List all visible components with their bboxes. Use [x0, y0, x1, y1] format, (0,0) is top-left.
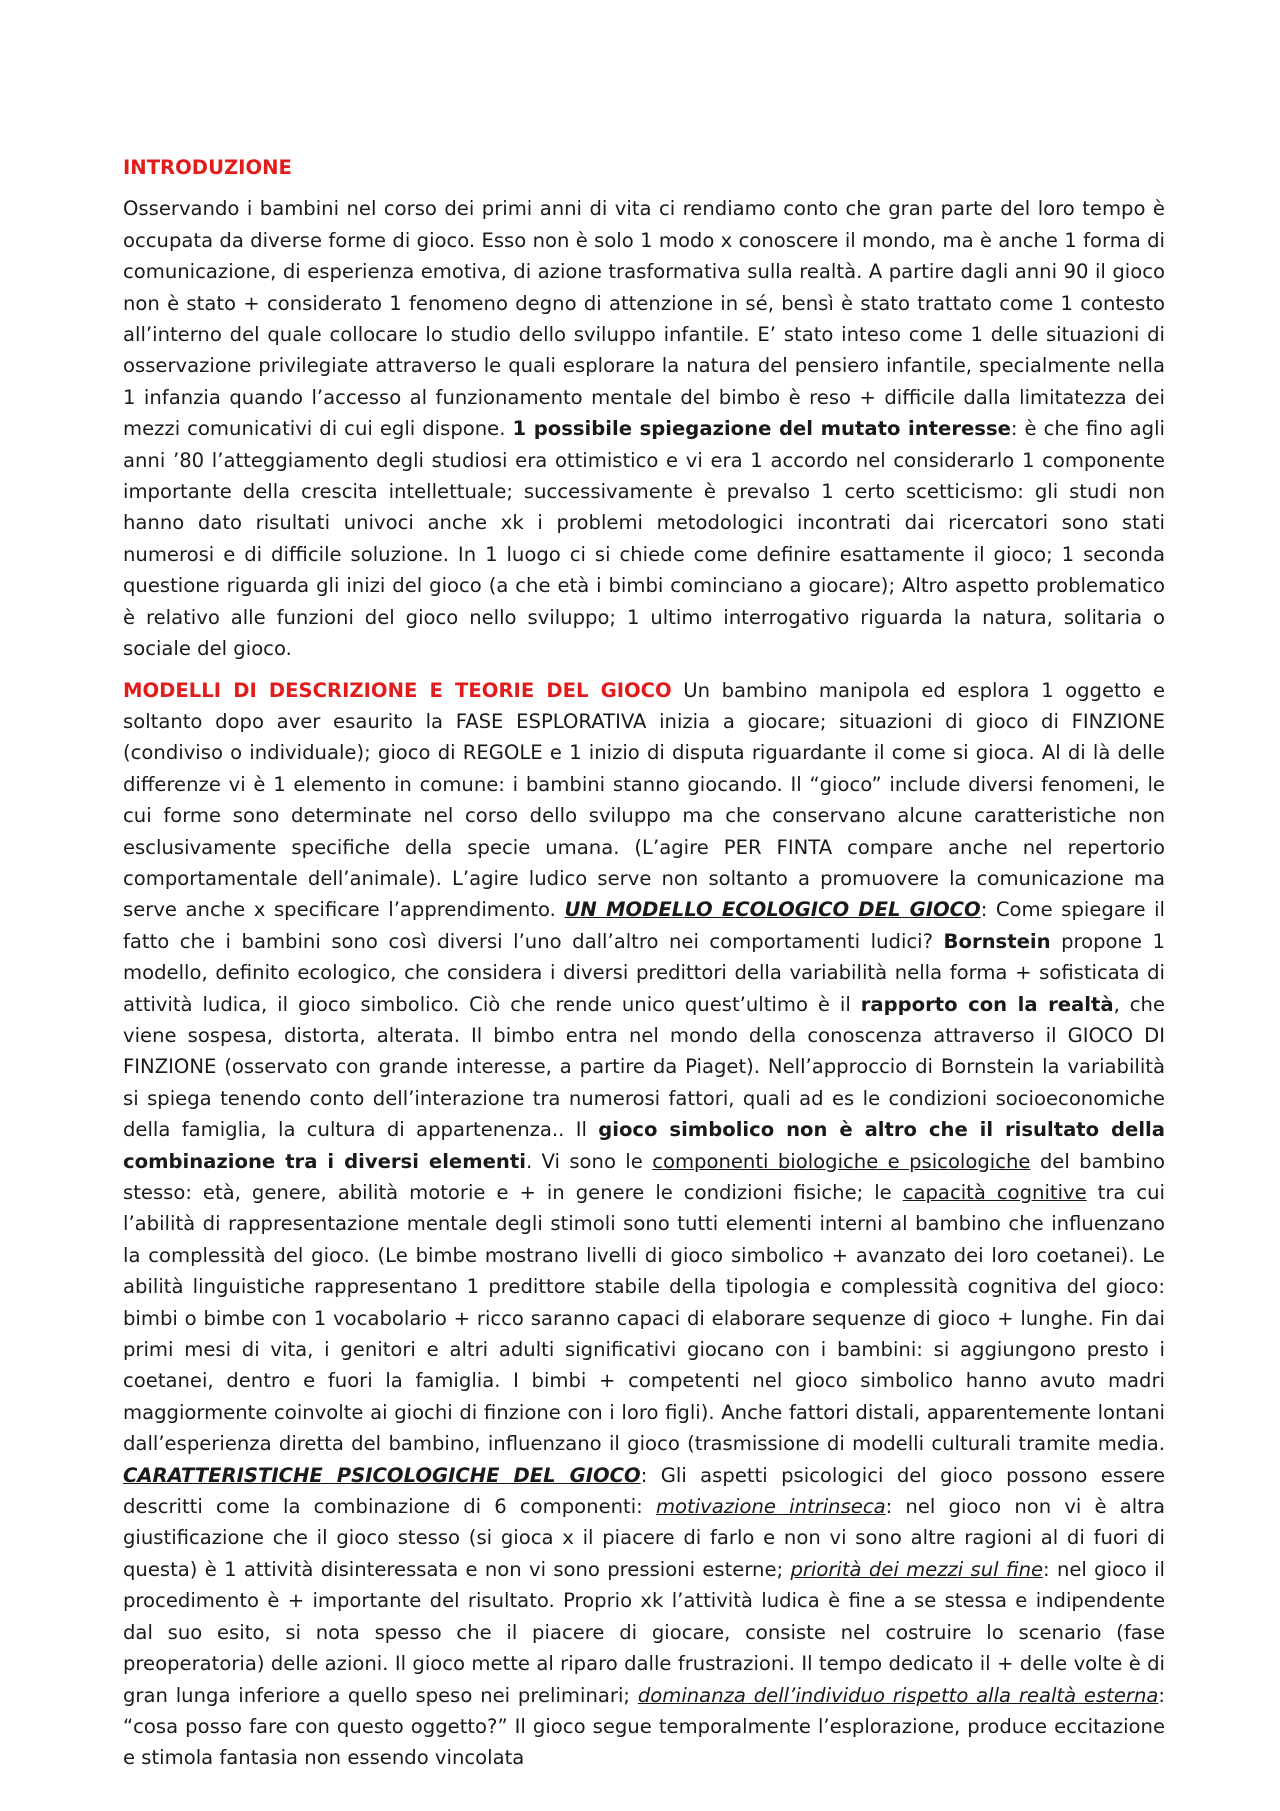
priorita-italic: priorità dei mezzi sul fine — [790, 1557, 1044, 1581]
intro-text-2: : è che fino agli anni ’80 l’atteggiamento degli studiosi era ottimistico e vi era 1 accordo nel considerarlo 1 componente importante della crescita intellettuale; successivamente è prevalso 1 certo scetticismo: gli studi non hanno dato risultati univoci anche xk i problemi metodologici incontrati dai ricercatori sono stati numerosi e di difficile soluzione. In 1 luogo ci si chiede come definire esattamente il gioco; 1 seconda questione riguarda gli inizi del gioco (a che età i bimbi cominciano a giocare); Altro aspetto problematico è relativo alle funzioni del gioco nello sviluppo; 1 ultimo interrogativo riguarda la natura, solitaria o sociale del gioco. — [123, 417, 1165, 661]
models-text-7: tra cui l’abilità di rappresentazione mentale degli stimoli sono tutti elementi interni al bambino che influenzano la complessità del gioco. (Le bimbe mostrano livelli di gioco simbolico + avanzato dei loro coetanei). Le abilità linguistiche rappresentano 1 predittore stabile della tipologia e complessità cognitiva del gioco: bimbi o bimbe con 1 vocabolario + ricco saranno capaci di elaborare sequenze di gioco + lunghe. Fin dai primi mesi di vita, i genitori e altri adulti significativi giocano con i bambini: si aggiungono presto i coetanei, dentro e fuori la famiglia. I bimbi + competenti nel gioco simbolico hanno avuto madri maggiormente coinvolte ai giochi di finzione con i loro figli). Anche fattori distali, apparentemente lontani dall’esperienza diretta del bambino, influenzano il gioco (trasmissione di modelli culturali tramite media. — [123, 1181, 1166, 1456]
models-text-2: : Come spiegare il fatto che i bambini sono così diversi l’uno dall’altro nei comportamenti ludici? — [123, 898, 1165, 953]
motivazione-italic: motivazione intrinseca — [655, 1495, 886, 1519]
models-text-8: : Gli aspetti psicologici del gioco possono essere descritti come la combinazione di 6 componenti: — [123, 1463, 1165, 1519]
intro-text-1: Osservando i bambini nel corso dei primi anni di vita ci rendiamo conto che gran parte del loro tempo è occupata da diverse forme di gioco. Esso non è solo 1 modo x conoscere il mondo, ma è anche 1 forma di comunicazione, di esperienza emotiva, di azione trasformativa sulla realtà. A partire dagli anni 90 il gioco non è stato + considerato 1 fenomeno degno di attenzione in sé, bensì è stato trattato come 1 contesto all’interno del quale collocare lo studio dello sviluppo infantile. E’ stato inteso come 1 delle situazioni di osservazione privilegiate attraverso le quali esplorare la natura del pensiero infantile, specialmente nella 1 infanzia quando l’accesso al funzionamento mentale del bimbo è reso + difficile dalla limitatezza dei mezzi comunicativi di cui egli dispone. — [123, 197, 1165, 441]
capacita-underline: capacità cognitive — [902, 1181, 1087, 1204]
intro-bold-1: 1 possibile spiegazione del mutato interesse — [512, 417, 1011, 441]
ecological-model-heading: UN MODELLO ECOLOGICO DEL GIOCO — [564, 898, 981, 922]
models-paragraph — [123, 675, 1165, 1774]
models-text-4: , che viene sospesa, distorta, alterata. Il bimbo entra nel mondo della conoscenza attraverso il GIOCO DI FINZIONE (osservato con grande interesse, a partire da Piaget). Nell’approccio di Bornstein la variabilità si spiega tenendo conto dell’interazione tra numerosi fattori, quali ad es le condizioni socioeconomiche della famiglia, la cultura di appartenenza.. Il — [123, 992, 1165, 1142]
models-text-9: : nel gioco non vi è altra giustificazione che il gioco stesso (si gioca x il piacere di farlo e non vi sono altre ragioni al di fuori di questa) è 1 attività disinteressata e non vi sono pressioni esterne; — [123, 1495, 1165, 1581]
psychological-features-heading: CARATTERISTICHE PSICOLOGICHE DEL GIOCO — [123, 1463, 641, 1487]
models-text-5: . Vi sono le — [525, 1149, 653, 1173]
models-text-6: del bambino stesso: età, genere, abilità motorie e + in genere le condizioni fisiche; le — [123, 1149, 1165, 1204]
models-text-1: Un bambino manipola ed esplora 1 oggetto e soltanto dopo aver esaurito la FASE ESPLORATIVA inizia a giocare; situazioni di gioco di FINZIONE (condiviso o individuale); gioco di REGOLE e 1 inizio di disputa riguardante il come si gioca. Al di là delle differenze vi è 1 elemento in comune: i bambini stanno giocando. Il “gioco” include diversi fenomeni, le cui forme sono determinate nel corso dello sviluppo ma che conservano alcune caratteristiche non esclusivamente specifiche della specie umana. (L’agire PER FINTA compare anche nel repertorio comportamentale dell’animale). L’agire ludico serve non soltanto a promuovere la comunicazione ma serve anche x specificare l’apprendimento. — [123, 678, 1165, 922]
gioco-simbolico-bold: gioco simbolico non è altro che il risultato della combinazione tra i diversi elementi — [123, 1118, 1165, 1173]
intro-heading: INTRODUZIONE — [123, 156, 292, 179]
models-text-10: : nel gioco il procedimento è + importante del risultato. Proprio xk l’attività ludica è fine a se stessa e indipendente dal suo esito, si nota spesso che il piacere di giocare, consiste nel costruire lo scenario (fase preoperatoria) delle azioni. Il gioco mette al riparo dalle frustrazioni. Il tempo dedicato il + delle volte è di gran lunga inferiore a quello speso nei preliminari; — [123, 1557, 1165, 1707]
intro-paragraph — [123, 193, 1165, 664]
models-heading: MODELLI DI DESCRIZIONE E TEORIE DEL GIOCO — [123, 678, 672, 702]
rapporto-bold: rapporto con la realtà — [860, 992, 1114, 1016]
dominanza-italic: dominanza dell’individuo rispetto alla realtà esterna — [637, 1683, 1159, 1707]
section-intro — [123, 152, 1165, 183]
bornstein-bold: Bornstein — [943, 929, 1051, 953]
document-page — [123, 152, 1165, 1784]
componenti-underline: componenti biologiche e psicologiche — [652, 1149, 1031, 1173]
models-text-3: propone 1 modello, definito ecologico, che considera i diversi predittori della variabilità nella forma + sofisticata di attività ludica, il gioco simbolico. Ciò che rende unico quest’ultimo è il — [123, 929, 1166, 1016]
models-text-11: : “cosa posso fare con questo oggetto?” Il gioco segue temporalmente l’esplorazione, produce eccitazione e stimola fantasia non essendo vincolata — [123, 1683, 1166, 1770]
